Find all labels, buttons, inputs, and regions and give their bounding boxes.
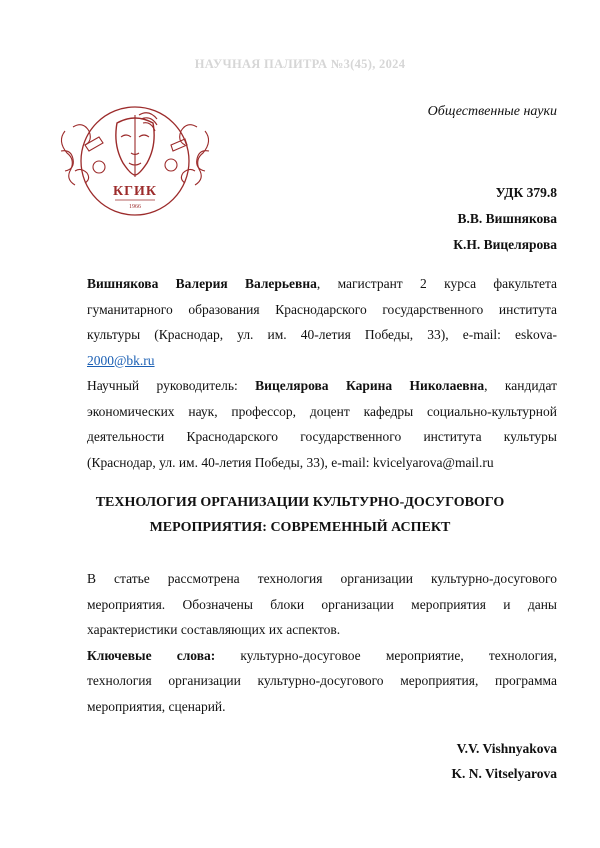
author-1-fullname: Вишнякова Валерия Валерьевна [87, 276, 317, 291]
email-link[interactable]: 2000@bk.ru [87, 352, 155, 368]
author-info [87, 271, 557, 475]
author-info-line: гуманитарного образования Краснодарского государственного института [87, 301, 557, 317]
title-line-1: ТЕХНОЛОГИЯ ОРГАНИЗАЦИИ КУЛЬТУРНО-ДОСУГОВОГО [95, 495, 505, 510]
keywords-label: Ключевые слова: [87, 647, 216, 663]
logo-year: 1966 [129, 204, 141, 210]
meta-block [453, 180, 557, 258]
abstract-line: В статье рассмотрена технология организации культурно-досугового [87, 571, 557, 586]
journal-header: НАУЧНАЯ ПАЛИТРА №3(45), 2024 [194, 57, 406, 71]
article-title [60, 490, 540, 540]
abstract-line: мероприятия. Обозначены блоки организации мероприятия и даны [87, 596, 557, 612]
en-author-2: K. N. Vitselyarova [451, 766, 557, 781]
udk-code: УДК 379.8 [495, 185, 557, 200]
section-label: Общественные науки [427, 104, 557, 119]
author-info-line: культуры (Краснодар, ул. им. 40-летия Победы, 33), e-mail: eskova- [87, 327, 557, 342]
abstract [87, 566, 557, 719]
keywords-line: мероприятия, сценарий. [87, 698, 226, 714]
author-2: К.Н. Вицелярова [453, 237, 557, 252]
kgik-logo [55, 101, 215, 219]
english-authors [452, 736, 558, 786]
abstract-line: характеристики составляющих их аспектов. [87, 622, 341, 637]
author-info-line [87, 348, 557, 374]
logo-text: КГИК [112, 184, 158, 199]
author-info-line: Вишнякова Валерия Валерьевна, магистрант 2 курса факультета [87, 276, 557, 291]
keywords-line: Ключевые слова: культурно-досуговое мероприятие, технология, [87, 647, 557, 663]
keywords-line: технология организации культурно-досугового мероприятия, программа [87, 673, 557, 688]
title-line-2: МЕРОПРИЯТИЯ: СОВРЕМЕННЫЙ АСПЕКТ [149, 520, 451, 535]
supervisor-line: (Краснодар, ул. им. 40-летия Победы, 33), e-mail: kvicelyarova@mail.ru [87, 454, 494, 470]
supervisor-name: Вицелярова Карина Николаевна [255, 378, 485, 393]
supervisor-line: деятельности Краснодарского государственного института культуры [87, 429, 557, 444]
supervisor-line: Научный руководитель: Вицелярова Карина Николаевна, кандидат [87, 378, 558, 393]
supervisor-line: экономических наук, профессор, доцент кафедры социально-культурной [87, 403, 557, 419]
en-author-1: V.V. Vishnyakova [456, 741, 557, 756]
author-1: В.В. Вишнякова [457, 211, 557, 226]
